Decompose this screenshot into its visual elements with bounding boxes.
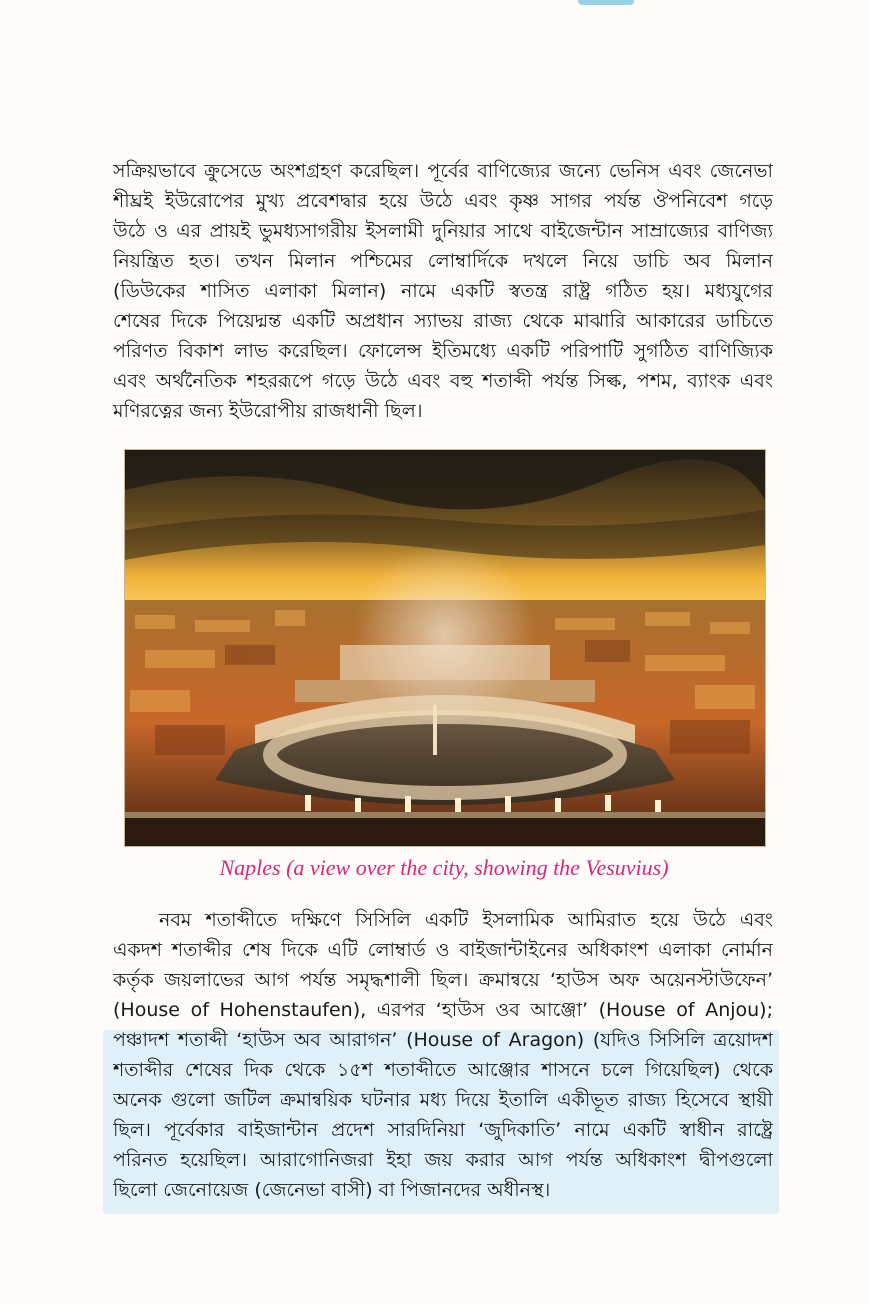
paragraph-1 <box>113 156 773 426</box>
text-line: কর্তৃক জয়লাভের আগ পর্যন্ত সমৃদ্ধশালী ছিল। ক্রমান্বয়ে ‘হাউস অফ অয়েনস্টাউফেন’ <box>113 969 773 991</box>
text-line: নবম শতাব্দীতে দক্ষিণে সিসিলি একটি ইসলামিক আমিরাত হয়ে উঠে এবং <box>159 909 773 931</box>
paragraph-2 <box>113 905 773 1205</box>
text-line: উঠে ও এর প্রায়ই ভুমধ্যসাগরীয় ইসলামী দুনিয়ার সাথে বাইজেন্টান সাম্রাজ্যের বাণিজ্য <box>113 220 773 242</box>
text-line: একদশ শতাব্দীর শেষ দিকে এটি লোম্বার্ড ও বাইজান্টাইনের অধিকাংশ এলাকা নোর্মান <box>113 939 773 961</box>
text-line: পঞ্চাদশ শতাব্দী ‘হাউস অব আরাগন’ (House of Aragon) (যদিও সিসিলি ত্রয়োদশ <box>113 1029 773 1051</box>
text-line: শীঘ্রই ইউরোপের মুখ্য প্রবেশদ্বার হয়ে উঠে এবং কৃষ্ণ সাগর পর্যন্ত ঔপনিবেশ গড়ে <box>113 190 773 212</box>
text-line: পরিণত বিকাশ লাভ করেছিল। ফোলেন্স ইতিমধ্যে একটি পরিপাটি সুগঠিত বাণিজ্যিক <box>113 340 773 362</box>
top-edge-mark <box>578 0 634 5</box>
text-line: মণিরত্নের জন্য ইউরোপীয় রাজধানী ছিল। <box>113 400 423 422</box>
text-line: নিয়ন্ত্রিত হত। তখন মিলান পশ্চিমের লোম্বার্দিকে দখলে নিয়ে ডাচি অব মিলান <box>113 250 773 272</box>
figure-caption: Naples (a view over the city, showing the Vesuvius) <box>219 855 669 880</box>
text-line: অনেক গুলো জটিল ক্রমান্বয়িক ঘটনার মধ্য দিয়ে ইতালি একীভূত রাজ্য হিসেবে স্থায়ী <box>113 1089 773 1111</box>
text-line: শেষের দিকে পিয়েদ্মন্ত একটি অপ্রধান স্যাভয় রাজ্য থেকে মাঝারি আকারের ডাচিতে <box>113 310 773 332</box>
text-line: শতাব্দীর শেষের দিক থেকে ১৫শ শতাব্দীতে আঞ্জোর শাসনে চলে গিয়েছিল) থেকে <box>113 1059 773 1081</box>
text-line: ছিল। পূর্বেকার বাইজান্টান প্রদেশ সারদিনিয়া ‘জুদিকাতি’ নামে একটি স্বাধীন রাষ্ট্রে <box>113 1119 773 1141</box>
text-line: (ডিউকের শাসিত এলাকা মিলান) নামে একটি স্বতন্ত্র রাষ্ট্র গঠিত হয়। মধ্যযুগের <box>113 280 773 302</box>
text-line: এবং অর্থনৈতিক শহররূপে গড়ে উঠে এবং বহু শতাব্দী পর্যন্ত সিল্ক, পশম, ব্যাংক এবং <box>113 370 773 392</box>
text-line: ছিলো জেনোয়েজ (জেনেভা বাসী) বা পিজানদের অধীনস্থ। <box>113 1179 551 1201</box>
city-photo <box>124 449 766 847</box>
text-line: পরিনত হয়েছিল। আরাগোনিজরা ইহা জয় করার আগ পর্যন্ত অধিকাংশ দ্বীপগুলো <box>113 1149 773 1171</box>
text-line: (House of Hohenstaufen), এরপর ‘হাউস ওব আঞ্জো’ (House of Anjou); <box>113 999 773 1021</box>
text-line: সক্রিয়ভাবে ক্রুসেডে অংশগ্রহণ করেছিল। পূর্বের বাণিজ্যের জন্যে ভেনিস এবং জেনেভা <box>113 160 773 182</box>
